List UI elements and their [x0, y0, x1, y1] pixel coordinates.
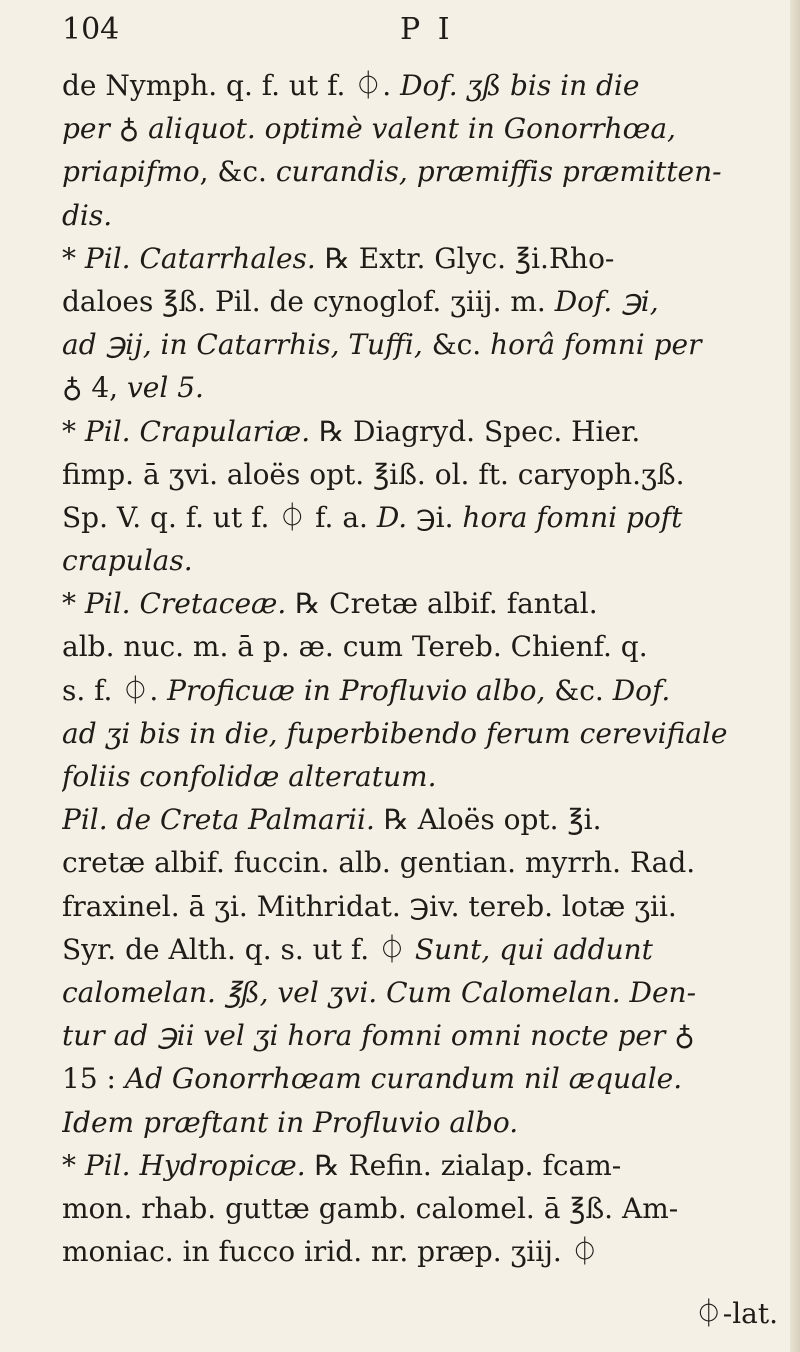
text-segment: Dof. ʒß bis in die [400, 69, 640, 102]
text-body [62, 64, 784, 1273]
text-segment: tur ad ℈ii vel ʒi hora fomni omni nocte per ♁ [62, 1019, 695, 1053]
text-segment: * [62, 1148, 85, 1182]
text-line [62, 625, 784, 668]
text-segment: * [62, 241, 85, 275]
text-segment: crapulas. [62, 544, 193, 578]
text-line [62, 150, 784, 193]
catchword: ⏀-lat. [694, 1297, 778, 1330]
text-segment: ℞ Refin. zialap. fcam- [305, 1148, 622, 1182]
text-segment: * [62, 414, 85, 448]
text-segment: fraxinel. ā ʒi. Mithridat. ℈iv. tereb. lotæ ʒii. [62, 889, 677, 923]
text-line [62, 798, 784, 841]
text-line [62, 280, 784, 323]
text-segment: foliis confolidæ alteratum. [62, 760, 437, 793]
text-segment: ℞ Aloës opt. ℥i. [374, 803, 602, 837]
text-line [62, 1101, 784, 1144]
page-header [62, 12, 762, 52]
text-line [62, 1230, 784, 1273]
text-line [62, 1057, 784, 1100]
text-segment: ℞ Extr. Glyc. ℥i.Rho- [315, 241, 615, 275]
text-segment: &c. [431, 328, 491, 362]
text-segment: ℞ Cretæ albif. fantal. [286, 587, 598, 621]
text-segment: Sunt, qui addunt [414, 932, 653, 966]
text-segment: Syr. de Alth. q. s. ut f. ⏀ [62, 932, 415, 966]
text-segment: Dof. [612, 673, 671, 707]
text-line [62, 496, 784, 539]
text-segment: Pil. Hydropicæ. [84, 1148, 306, 1182]
text-line [62, 928, 784, 971]
text-line [62, 237, 784, 280]
text-line [62, 971, 784, 1014]
text-segment: alb. nuc. m. ā p. æ. cum Tereb. Chienf. q. [62, 630, 648, 664]
text-segment: priapifmo [62, 155, 200, 189]
text-segment: ♁ 4, [62, 371, 127, 405]
text-segment: fimp. ā ʒvi. aloës opt. ℥iß. ol. ft. caryoph.ʒß. [62, 457, 685, 491]
text-line [62, 669, 784, 712]
text-segment: Sp. V. q. f. ut f. ⏀ f. a. [62, 500, 377, 534]
text-segment: 15 : [62, 1062, 125, 1096]
text-segment: s. f. ⏀. [62, 673, 168, 707]
text-line [62, 755, 784, 798]
text-line [62, 1014, 784, 1057]
text-segment: Ad Gonorrhœam curandum nil æquale. [124, 1062, 683, 1096]
text-segment: moniac. in fucco irid. nr. præp. ʒiij. ⏀ [62, 1235, 599, 1269]
text-segment: cretæ albif. fuccin. alb. gentian. myrrh. Rad. [62, 846, 696, 880]
text-segment: Pil. Cretaceæ. [84, 587, 287, 621]
page-edge [790, 0, 800, 1352]
text-segment: * [62, 587, 85, 621]
text-segment: ad ℈ij, in Catarrhis, Tuffi, [62, 328, 432, 362]
text-line [62, 194, 784, 237]
text-line [62, 1187, 784, 1230]
text-segment: Dof. ℈i, [554, 284, 659, 318]
text-line [62, 107, 784, 150]
text-line [62, 453, 784, 496]
text-segment: per ♁ aliquot. optimè valent in Gonorrhœa, [62, 112, 676, 146]
text-segment: D. [376, 500, 408, 534]
text-segment: de Nymph. q. f. ut f. ⏀. [62, 69, 401, 102]
text-segment: , &c. [199, 155, 276, 189]
text-segment: ℞ Diagryd. Spec. Hier. [310, 414, 641, 448]
text-segment: calomelan. ℥ß, vel ʒvi. Cum Calomelan. Den- [62, 975, 697, 1009]
text-segment: vel 5. [126, 371, 204, 405]
text-line [62, 64, 784, 107]
page-number: 104 [62, 12, 120, 47]
text-segment: ad ʒi bis in die, fuperbibendo ferum cerevifiale [62, 716, 728, 750]
text-segment: hora fomni poft [462, 500, 683, 534]
text-segment: Idem præftant in Profluvio albo. [62, 1105, 519, 1139]
text-line [62, 410, 784, 453]
text-line [62, 841, 784, 884]
text-segment: Proficuæ in Profluvio albo, [167, 673, 555, 707]
text-line [62, 1144, 784, 1187]
text-line [62, 582, 784, 625]
text-segment: ℈i. [407, 500, 463, 534]
text-segment: mon. rhab. guttæ gamb. calomel. ā ℥ß. Am- [62, 1191, 679, 1225]
text-line [62, 885, 784, 928]
text-line [62, 539, 784, 582]
text-segment: Pil. Crapulariæ. [84, 414, 311, 448]
text-segment: daloes ℥ß. Pil. de cynoglof. ʒiij. m. [62, 284, 555, 318]
text-segment: curandis, præmiffis præmitten- [275, 155, 722, 189]
text-segment: dis. [62, 198, 113, 232]
text-segment: Pil. de Creta Palmarii. [62, 803, 375, 837]
text-segment: &c. [554, 673, 613, 707]
text-line [62, 712, 784, 755]
text-segment: Pil. Catarrhales. [84, 241, 316, 275]
text-segment: horâ fomni per [490, 328, 702, 362]
text-line [62, 366, 784, 409]
text-line [62, 323, 784, 366]
running-head: P I [400, 12, 454, 47]
